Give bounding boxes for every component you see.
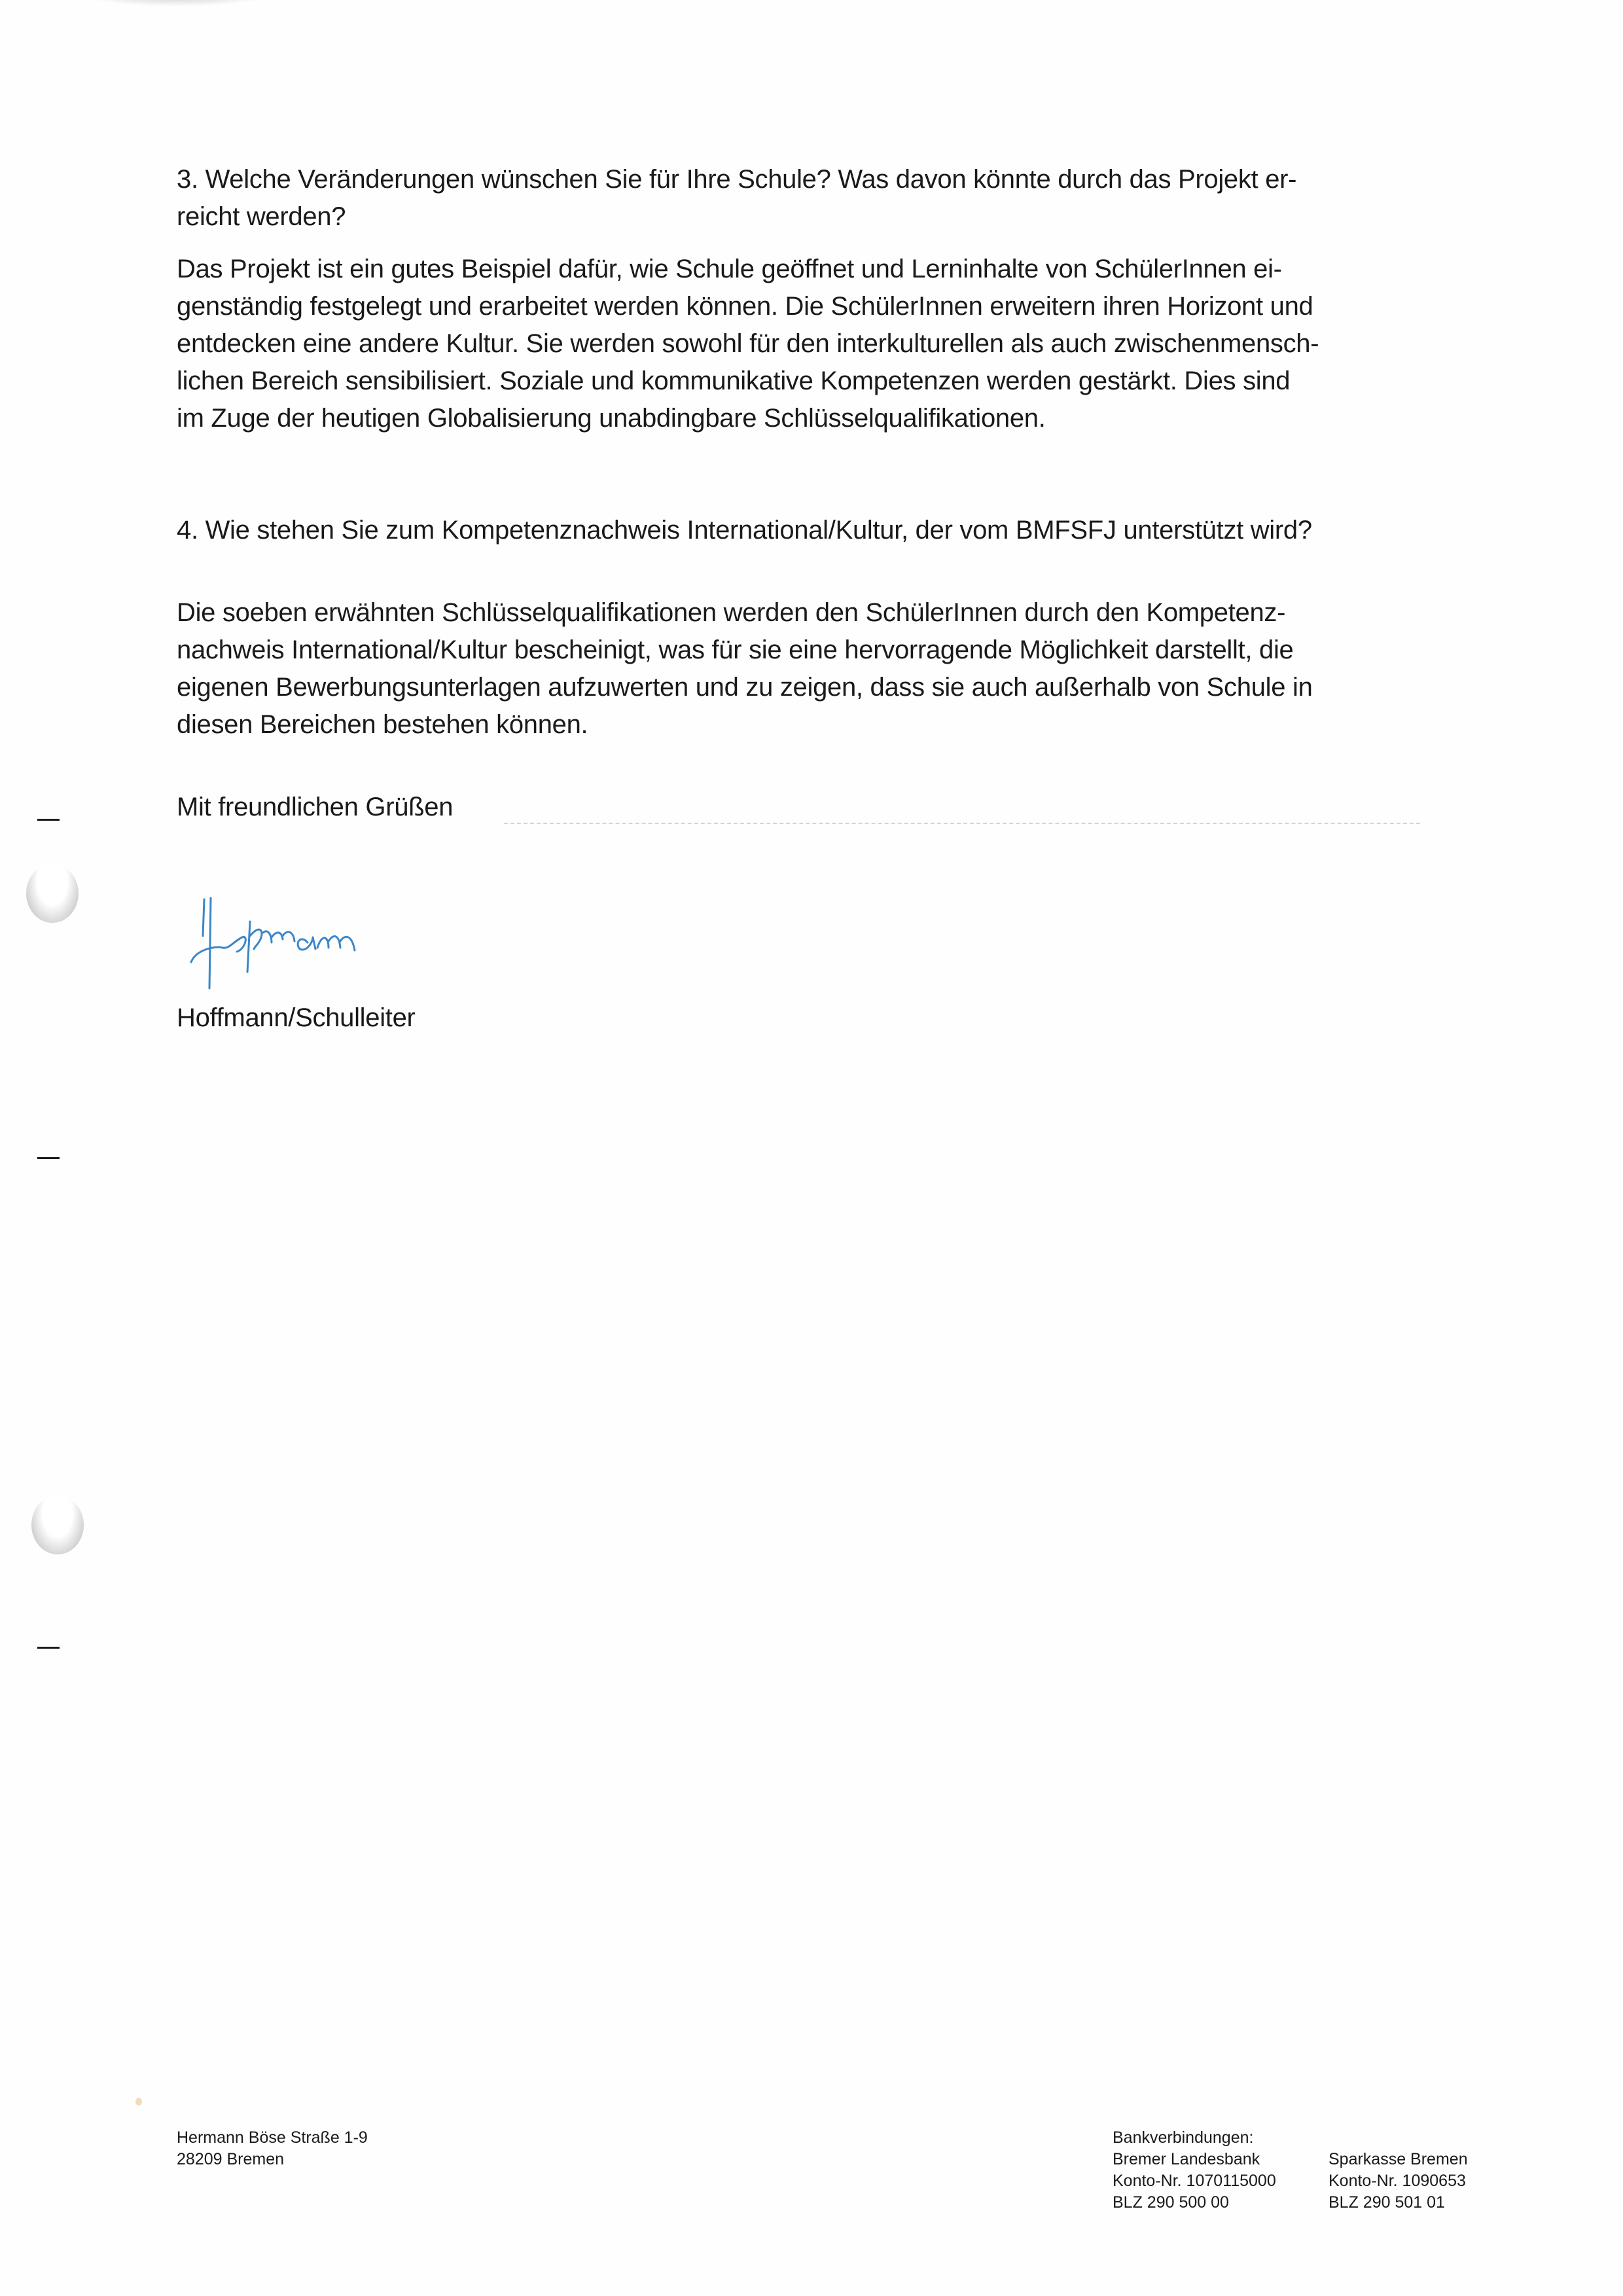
fold-mark-bottom — [37, 1647, 60, 1649]
bank-details — [1113, 2127, 1531, 2214]
address-city: 28209 Bremen — [177, 2150, 285, 2168]
bank-1-account: Konto-Nr. 1070115000 — [1113, 2172, 1276, 2190]
question-3: 3. Welche Veränderungen wünschen Sie für Ihre Schule? Was davon könnte durch das Projekt er- reicht werden? — [177, 165, 1297, 231]
closing-greeting: Mit freundlichen Grüßen — [177, 793, 454, 821]
bank-2-name: Sparkasse Bremen — [1329, 2150, 1468, 2168]
signature-stroke — [263, 931, 294, 942]
answer-3-line: im Zuge der heutigen Globalisierung unabdingbare Schlüsselqualifikationen. — [177, 404, 1046, 433]
signature-stroke — [317, 937, 355, 950]
signature-stroke — [298, 937, 315, 950]
answer-3-line: Das Projekt ist ein gutes Beispiel dafür, wie Schule geöffnet und Lerninhalte von SchülerInnen ei- — [177, 255, 1282, 283]
answer-3 — [177, 251, 1525, 437]
answer-4-line: diesen Bereichen bestehen können. — [177, 710, 588, 739]
question-4: 4. Wie stehen Sie zum Kompetenznachweis International/Kultur, der vom BMFSFJ unterstützt wird? — [177, 516, 1312, 545]
signature-stroke — [209, 898, 211, 988]
signature-stroke — [203, 899, 204, 936]
signature-stroke — [247, 922, 262, 972]
punch-hole-top — [26, 864, 79, 923]
scan-speck — [135, 2098, 142, 2106]
bank-heading: Bankverbindungen: — [1113, 2128, 1254, 2147]
fold-crease — [504, 823, 1420, 824]
answer-4-line: eigenen Bewerbungsunterlagen aufzuwerten und zu zeigen, dass sie auch außerhalb von Schule in — [177, 673, 1313, 702]
fold-mark-top — [37, 819, 60, 821]
bank-1-name: Bremer Landesbank — [1113, 2150, 1260, 2168]
answer-3-line: genständig festgelegt und erarbeitet werden können. Die SchülerInnen erweitern ihren Horizont und — [177, 292, 1313, 321]
bank-1-blz: BLZ 290 500 00 — [1113, 2193, 1229, 2212]
fold-mark-middle — [37, 1157, 60, 1159]
answer-4-line: nachweis International/Kultur bescheinigt, was für sie eine hervorragende Möglichkeit darstellt, die — [177, 636, 1294, 664]
bank-2-blz: BLZ 290 501 01 — [1329, 2193, 1445, 2212]
signer-name: Hoffmann/Schulleiter — [177, 1003, 416, 1032]
handwritten-signature — [183, 897, 484, 1008]
address-street: Hermann Böse Straße 1-9 — [177, 2128, 368, 2147]
answer-3-line: lichen Bereich sensibilisiert. Soziale und kommunikative Kompetenzen werden gestärkt. Dies sind — [177, 367, 1291, 395]
answer-4 — [177, 594, 1525, 744]
punch-hole-bottom — [31, 1496, 84, 1554]
answer-4-line: Die soeben erwähnten Schlüsselqualifikationen werden den SchülerInnen durch den Kompetenz- — [177, 598, 1286, 627]
bank-2-account: Konto-Nr. 1090653 — [1329, 2172, 1466, 2190]
answer-3-line: entdecken eine andere Kultur. Sie werden sowohl für den interkulturellen als auch zwischenmensch- — [177, 329, 1319, 358]
signature-stroke — [191, 937, 245, 962]
school-address — [177, 2127, 368, 2170]
scan-shadow — [79, 0, 275, 7]
